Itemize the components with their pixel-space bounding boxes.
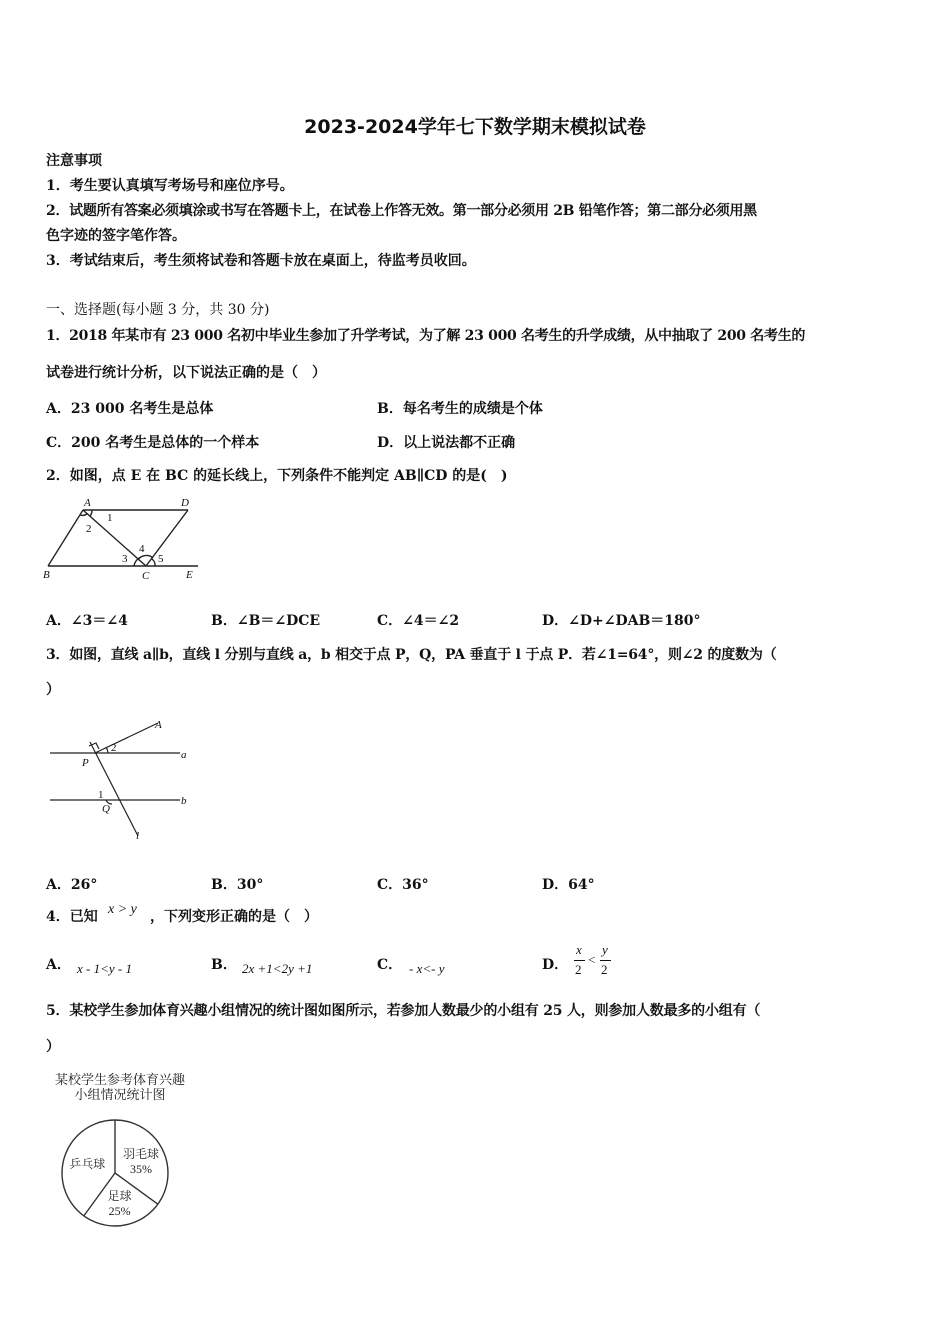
less-than-sign: < [588,952,596,967]
page-title: 2023-2024学年七下数学期末模拟试卷 [304,116,646,138]
pie-slice-value: 35% [130,1161,152,1176]
fraction-bar [600,960,611,961]
angle-arc [90,510,92,516]
label-p: P [82,757,89,769]
label-c: C [142,570,150,582]
fraction-numerator: x [576,942,582,957]
angle-label-2: 2 [111,742,117,754]
q5-stem: 5．某校学生参加体育兴趣小组情况的统计图如图所示，若参加人数最少的小组有 25 人，则参加人数最多的小组有（ [46,1003,761,1019]
label-d: D [181,497,189,509]
q5-pie-chart [40,1068,210,1228]
label-line-l: l [136,830,140,842]
chart-title-line-1: 某校学生参考体育兴趣 [54,1072,186,1087]
notice-item: 色字迹的签字笔作答。 [46,228,186,244]
notice-heading: 注意事项 [46,153,102,169]
notice-item: 2．试题所有答案必须填涂或书写在答题卡上，在试卷上作答无效。第一部分必须用 2B 铅笔作答；第二部分必须用黑 [46,203,757,219]
q4-option-b-label: B． [211,957,237,973]
fraction-denominator: 2 [575,962,582,977]
q2-figure [40,493,210,585]
q3-option-b: B．30° [211,877,264,893]
line-ac [83,510,146,566]
angle-label-4: 4 [139,543,145,555]
q1-option-d: D．以上说法都不正确 [377,435,516,451]
label-a-point: A [155,719,162,731]
q2-option-b: B．∠B＝∠DCE [211,613,321,629]
label-line-a: a [181,749,187,761]
angle-label-2: 2 [86,523,92,535]
q4-option-c-label: C． [377,957,403,973]
pie-slice-value: 25% [108,1203,131,1218]
q3-figure [40,708,200,848]
label-a: A [84,497,91,509]
q2-option-a: A．∠3＝∠4 [46,613,128,629]
q1-option-a: A．23 000 名考生是总体 [46,401,214,417]
angle-label-1: 1 [107,512,113,524]
line-pa [95,723,158,753]
label-q: Q [102,803,110,815]
q4-stem-math: x > y [108,902,137,917]
q3-stem: ） [46,682,60,698]
q5-stem: ） [46,1039,60,1055]
label-line-b: b [181,795,187,807]
notice-item: 3．考试结束后，考生须将试卷和答题卡放在桌面上，待监考员收回。 [46,253,476,269]
fraction-bar [574,960,585,961]
q1-stem: 试卷进行统计分析，以下说法正确的是（ ） [46,365,326,381]
q1-option-b: B．每名考生的成绩是个体 [377,401,543,417]
q3-option-c: C．36° [377,877,429,893]
q4-option-a-label: A． [46,957,71,973]
q3-option-a: A．26° [46,877,98,893]
angle-arc [152,559,155,566]
fraction-numerator: y [602,942,608,957]
angle-label-5: 5 [158,553,164,565]
q4-option-c-expr: - x<- y [409,961,445,976]
angle-label-1: 1 [98,789,104,801]
section-heading: 一、选择题(每小题 3 分，共 30 分) [46,302,270,318]
q1-stem: 1．2018 年某市有 23 000 名初中毕业生参加了升学考试，为了解 23 000 名考生的升学成绩，从中抽取了 200 名考生的 [46,328,806,344]
pie-slice-label: 乒乓球 [69,1157,106,1171]
q4-option-d-expr [572,942,614,982]
q4-stem-start: 4．已知 [46,909,98,925]
pie-slice-label: 羽毛球 [122,1146,160,1161]
label-e: E [186,569,193,581]
q1-option-c: C．200 名考生是总体的一个样本 [46,435,260,451]
notice-item: 1．考生要认真填写考场号和座位序号。 [46,178,294,194]
q4-option-a-expr: x - 1<y - 1 [77,961,132,976]
angle-arc [106,747,108,753]
label-b: B [43,569,50,581]
line-ab [48,510,83,566]
q2-option-d: D．∠D+∠DAB＝180° [542,613,701,629]
fraction-denominator: 2 [601,962,608,977]
q3-option-d: D．64° [542,877,595,893]
pie-slice-label: 足球 [107,1188,132,1203]
angle-label-3: 3 [122,553,128,565]
chart-title-line-2: 小组情况统计图 [74,1087,166,1102]
q4-stem-end: ，下列变形正确的是（ ） [150,909,318,925]
q2-option-c: C．∠4＝∠2 [377,613,460,629]
q4-option-b-expr: 2x +1<2y +1 [242,961,313,976]
q4-option-d-label: D． [542,957,569,973]
q2-stem: 2．如图，点 E 在 BC 的延长线上，下列条件不能判定 AB∥CD 的是( ) [46,468,508,484]
q3-stem: 3．如图，直线 a∥b，直线 l 分别与直线 a，b 相交于点 P，Q，PA 垂直于 l 于点 P．若∠1=64°，则∠2 的度数为（ [46,647,777,663]
